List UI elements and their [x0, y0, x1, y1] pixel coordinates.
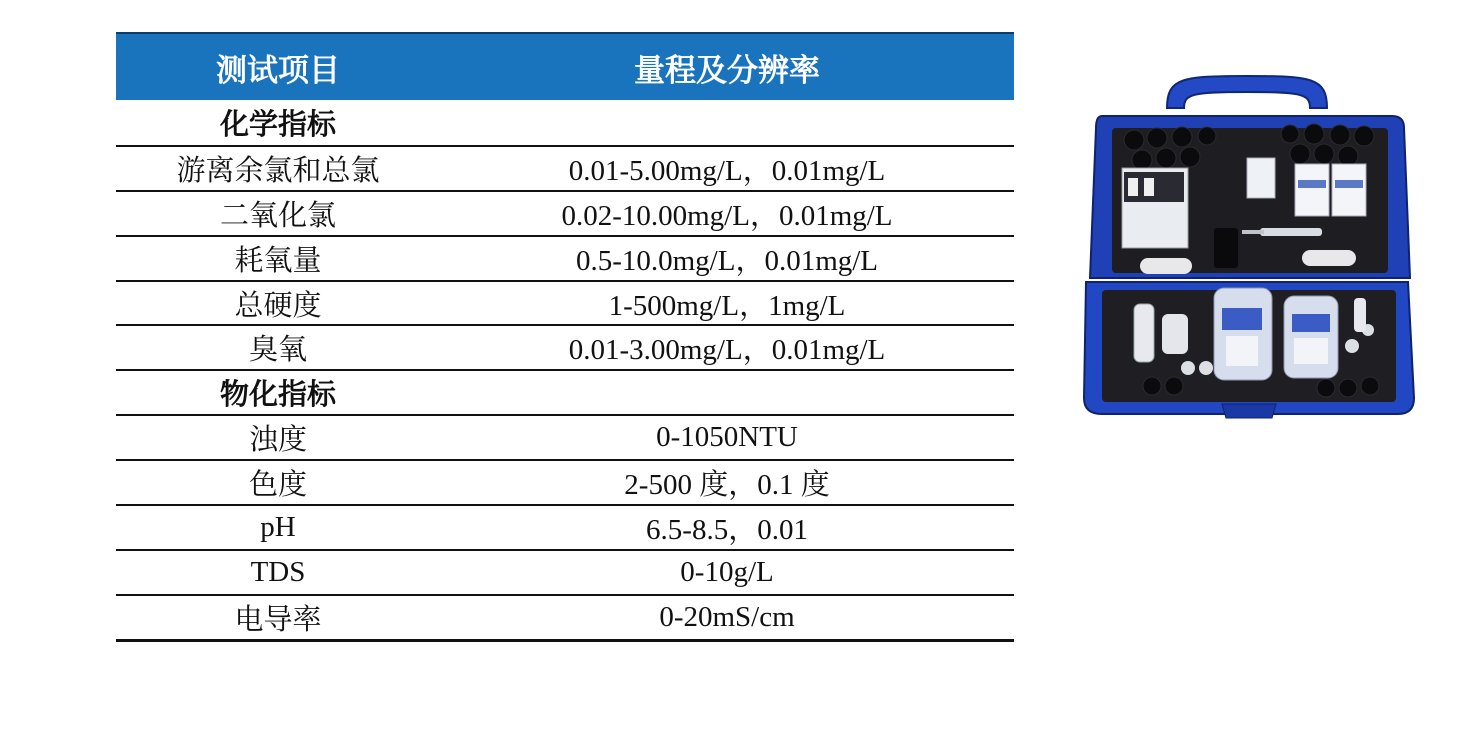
sample-bottle — [1302, 250, 1356, 266]
section-label: 物化指标 — [219, 377, 336, 412]
item-cell: 二氧化氯 — [219, 197, 336, 232]
photometer — [1284, 296, 1338, 378]
table-row — [116, 235, 1014, 280]
item-cell: 总硬度 — [234, 287, 322, 322]
range-cell: 0.01-5.00mg/L，0.01mg/L — [568, 154, 886, 187]
range-cell: 0-20mS/cm — [659, 600, 795, 633]
range-cell — [440, 371, 1014, 414]
header-test-item: 测试项目 — [216, 52, 340, 89]
sample-bottle — [1162, 314, 1188, 354]
item-cell: 浊度 — [248, 422, 307, 457]
table-row — [116, 549, 1014, 594]
table-row — [116, 324, 1014, 369]
photometer — [1214, 288, 1272, 380]
item-cell: TDS — [250, 555, 306, 588]
range-cell: 0.01-3.00mg/L，0.01mg/L — [568, 334, 886, 367]
range-cell: 1-500mg/L，1mg/L — [608, 289, 846, 322]
syringe — [1260, 228, 1322, 236]
table-row — [116, 190, 1014, 235]
table-row — [116, 594, 1014, 639]
table-bottom-rule — [116, 639, 1014, 642]
section-label: 化学指标 — [219, 106, 336, 141]
header-range-resolution: 量程及分辨率 — [634, 52, 820, 89]
table-header — [116, 32, 1014, 100]
table-row — [116, 414, 1014, 459]
item-cell: 游离余氯和总氯 — [176, 152, 380, 187]
item-cell: 电导率 — [234, 601, 322, 636]
table-row — [116, 459, 1014, 504]
table-row — [116, 145, 1014, 190]
range-cell: 6.5-8.5，0.01 — [646, 513, 808, 546]
range-cell: 0.5-10.0mg/L，0.01mg/L — [575, 244, 879, 277]
table-row — [116, 280, 1014, 325]
range-cell: 0-10g/L — [680, 555, 774, 588]
item-cell: 臭氧 — [248, 332, 307, 367]
section-row — [116, 100, 1014, 145]
range-cell: 0.02-10.00mg/L，0.01mg/L — [561, 199, 893, 232]
range-cell: 0-1050NTU — [656, 421, 798, 454]
range-cell: 2-500 度，0.1 度 — [624, 469, 830, 502]
section-row — [116, 369, 1014, 414]
probe — [1354, 298, 1366, 332]
item-cell: 色度 — [248, 467, 307, 502]
spec-table — [116, 32, 1014, 642]
range-cell — [440, 100, 1014, 145]
test-kit-case-image — [1062, 68, 1432, 436]
case-handle — [1167, 76, 1327, 108]
sample-bottle — [1140, 258, 1192, 274]
case-latch — [1222, 404, 1276, 418]
reagent-box — [1332, 164, 1366, 216]
reagent-box — [1295, 164, 1329, 216]
table-row — [116, 504, 1014, 549]
item-cell: 耗氧量 — [234, 242, 322, 277]
probe — [1134, 304, 1154, 362]
item-cell: pH — [260, 510, 296, 543]
reagent-box — [1247, 158, 1275, 198]
